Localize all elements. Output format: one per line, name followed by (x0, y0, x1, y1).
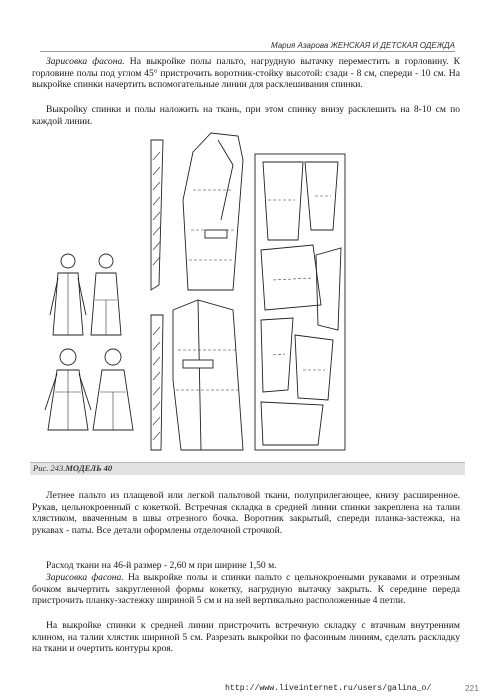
paragraph-text: Летнее пальто из плащевой или легкой пальтовой ткани, полуприлегающее, книзу расширенное. Рукав, цельнокроенный с кокеткой. Встречная складка в средней линии спинки закреплена на талии хлястиком, вваченным в швы отрезного бочка. Воротник закрытый, спереди планка-застежка, на рукавах - паты. Все детали оформлены отделочной строчкой. (32, 490, 460, 536)
paragraph-text: На выкройке полы пальто, нагрудную вытачку переместить в горловину. К горловине полы под углом 45° пристрочить воротник-стойку высотой: сзади - 8 см, спереди - 10 см. На выкройке спинки начертить вспомогательные линии для расклешивания спинки. (32, 56, 460, 91)
source-url[interactable]: http://www.liveinternet.ru/users/galina_o/ (225, 684, 432, 693)
figure-243-illustration (33, 130, 463, 460)
paragraph-top-1 (32, 56, 460, 91)
paragraph-bottom-4 (32, 620, 460, 655)
layout-board (255, 154, 345, 450)
paragraph-top-2 (32, 104, 460, 127)
collar-pattern-bottom (151, 315, 163, 450)
paragraph-lead: Зарисовка фасона. (46, 56, 125, 67)
model-sketch-3 (45, 349, 91, 430)
paragraph-text: Выкройку спинки и полы наложить на ткань, при этом спинку внизу расклешить на 8-10 см по каждой линии. (32, 104, 460, 127)
figure-caption (33, 463, 112, 473)
model-sketch-2 (91, 254, 121, 335)
model-sketch-1 (50, 254, 86, 335)
front-pattern-top (183, 133, 243, 290)
fashion-sketch-group (45, 254, 133, 430)
model-sketch-4 (93, 349, 133, 430)
caption-title: МОДЕЛЬ 40 (65, 463, 113, 473)
paragraph-bottom-2 (32, 560, 460, 572)
paragraph-bottom-1 (32, 490, 460, 536)
running-header: Мария Азарова ЖЕНСКАЯ И ДЕТСКАЯ ОДЕЖДА (270, 41, 455, 50)
paragraph-text: На выкройке полы и спинки пальто с цельнокроеными рукавами и отрезным бочком вычертить закругленной формы кокетку, нагрудную вытачку закрыть. К середине переда пристрочить планку-застежку шириной 5 см и на ней вертикально расположенные 4 петли. (32, 572, 460, 607)
paragraph-lead: Зарисовка фасона. (46, 572, 124, 583)
paragraph-text: На выкройке спинки к средней линии пристрочить встречную складку с втачным внутренним клином, на талии хлястик шириной 5 см. Разрезать выкройки по фасонным линиям, сделать раскладку на ткани и очертить контуры кроя. (32, 620, 460, 655)
paragraph-text: Расход ткани на 46-й размер - 2,60 м при ширине 1,50 м. (46, 560, 277, 571)
page-number: 221 (464, 683, 479, 693)
header-rule (40, 51, 455, 52)
paragraph-bottom-3 (32, 572, 460, 607)
collar-pattern-top (151, 140, 163, 290)
caption-prefix: Рис. 243. (33, 463, 66, 473)
front-pattern-bottom (173, 300, 243, 450)
